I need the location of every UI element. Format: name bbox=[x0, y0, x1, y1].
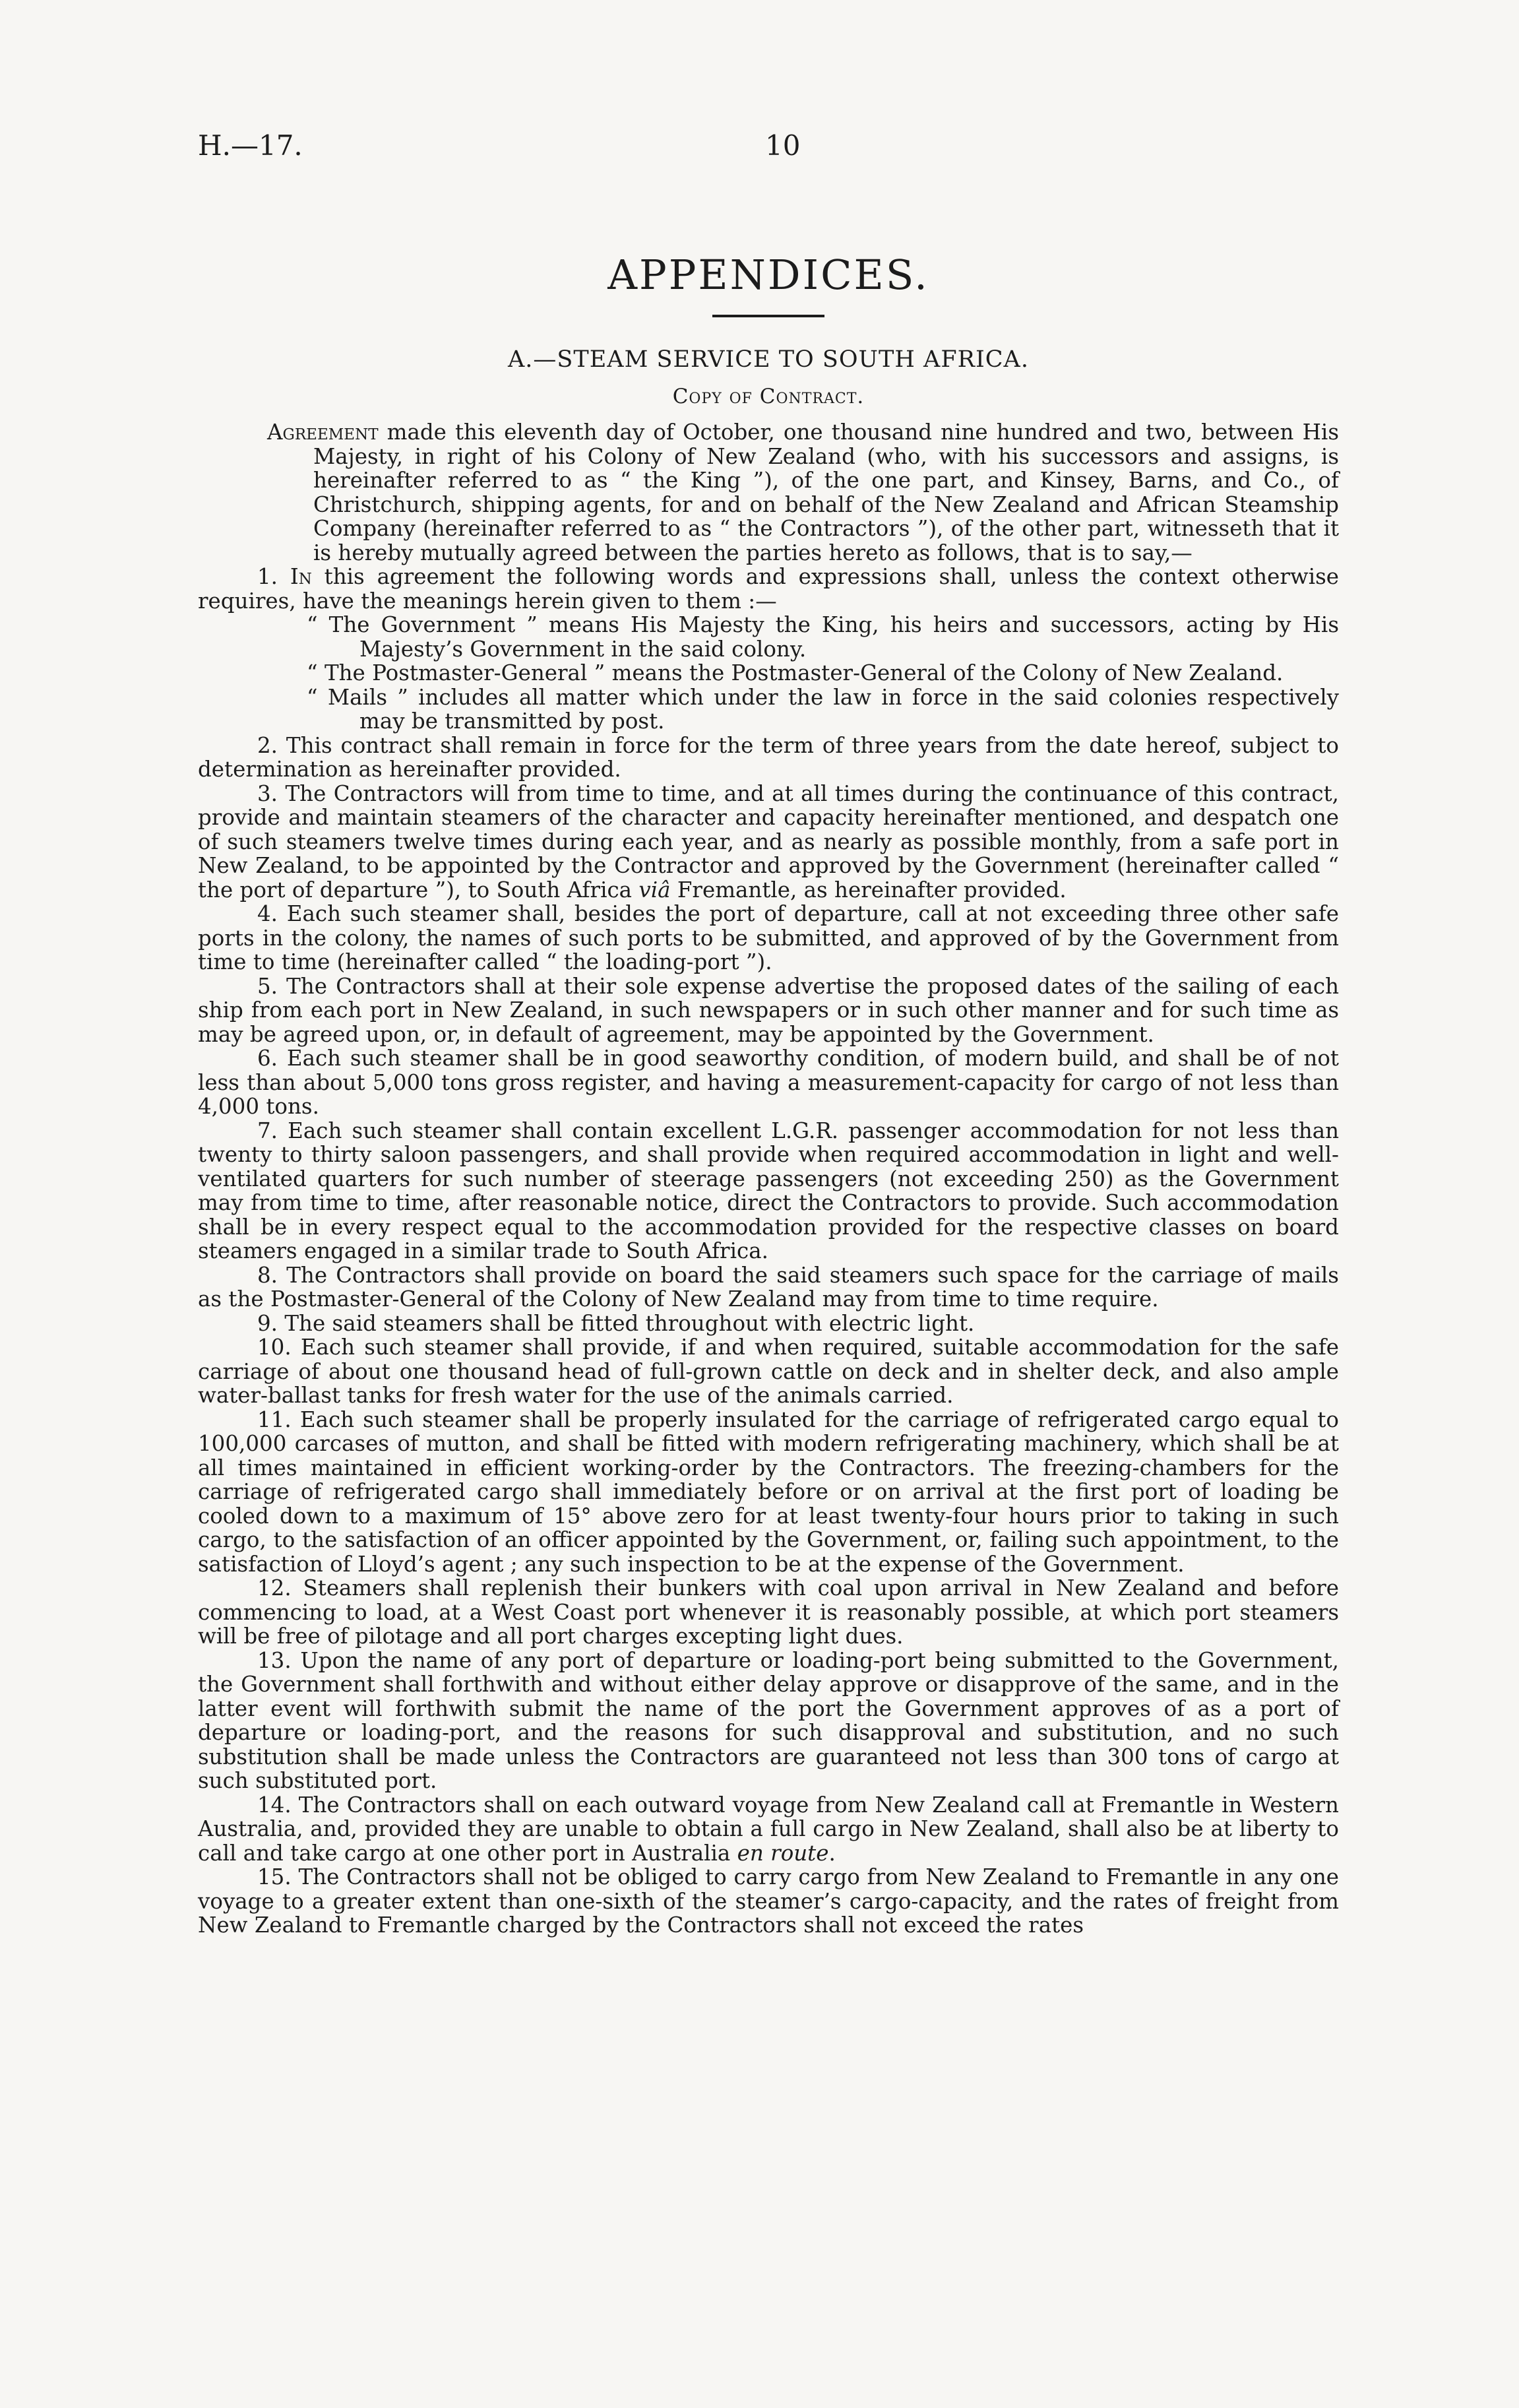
section-title: A.—STEAM SERVICE TO SOUTH AFRICA. bbox=[508, 346, 1029, 373]
page-content bbox=[198, 251, 1339, 1938]
document-reference: H.—17. bbox=[198, 129, 303, 162]
clause-1-number: 1. bbox=[257, 564, 290, 589]
definition-postmaster-general: “ The Postmaster-General ” means the Postmaster-General of the Colony of New Zealand. bbox=[307, 660, 1284, 685]
clause-1-text: this agreement the following words and expressions shall, unless the context otherwise requires, have the meanings herein given to them :— bbox=[198, 564, 1339, 614]
intro-text: made this eleventh day of October, one thousand nine hundred and two, between His Majesty, in right of his Colony of New Zealand (who, with his successors and assigns, is hereinafter referred to as “ the King ”), of the one part, and Kinsey, Barns, and Co., of Christchurch, shipping agents, for and on behalf of the New Zealand and African Steamship Company (hereinafter referred to as “ the Contractors ”), of the other part, witnesseth that it is hereby mutually agreed between the parties hereto as follows, that is to say,— bbox=[313, 420, 1339, 565]
clause-13: 13. Upon the name of any port of departure or loading-port being submitted to the Government, the Government shall forthwith and without either delay approve or disapprove of the same, and in the latter event will forthwith submit the name of the port the Government approves of as a port of departure or loading-port, and the reasons for such disapproval and substitution, and no such substitution shall be made unless the Contractors are guaranteed not less than 300 tons of cargo at such substituted port. bbox=[198, 1647, 1339, 1793]
clause-5: 5. The Contractors shall at their sole expense advertise the proposed dates of the sailing of each ship from each port in New Zealand, in such newspapers or in such other manner and for such time as may be agreed upon, or, in default of agreement, may be appointed by the Government. bbox=[198, 973, 1339, 1047]
clause-12: 12. Steamers shall replenish their bunkers with coal upon arrival in New Zealand and before commencing to load, at a West Coast port whenever it is reasonably possible, at which port steamers will be free of pilotage and all port charges excepting light dues. bbox=[198, 1575, 1339, 1649]
clause-6: 6. Each such steamer shall be in good seaworthy condition, of modern build, and shall be of not less than about 5,000 tons gross register, and having a measurement-capacity for cargo of not less than 4,000 tons. bbox=[198, 1046, 1339, 1119]
clause-14-en-route: en route bbox=[737, 1840, 829, 1866]
clause-3-text: 3. The Contractors will from time to time, and at all times during the continuance of this contract, provide and maintain steamers of the character and capacity hereinafter mentioned, and despatch one of such steamers twelve times during each year, and as nearly as possible monthly, from a safe port in New Zealand, to be appointed by the Contractor and approved by the Government (hereinafter called “ the port of departure ”), to South Africa bbox=[198, 780, 1339, 903]
definition-government: “ The Government ” means His Majesty the King, his heirs and successors, acting by His Majesty’s Government in the said colony. bbox=[307, 612, 1339, 662]
clause-1 bbox=[198, 565, 1339, 613]
page-title: APPENDICES. bbox=[607, 251, 929, 299]
intro-lead: Agreement bbox=[267, 420, 379, 445]
clause-2: 2. This contract shall remain in force for the term of three years from the date hereof, subject to determination as hereinafter provided. bbox=[198, 732, 1339, 782]
clause-3-text-end: Fremantle, as hereinafter provided. bbox=[670, 877, 1067, 903]
page-number: 10 bbox=[765, 129, 801, 162]
clause-14 bbox=[198, 1793, 1339, 1866]
clause-15: 15. The Contractors shall not be obliged to carry cargo from New Zealand to Fremantle in any one voyage to a greater extent than one-sixth of the steamer’s cargo-capacity, and the rates of freight from New Zealand to Fremantle charged by the Contractors shall not exceed the rates bbox=[198, 1864, 1339, 1938]
clause-14-text-end: . bbox=[828, 1840, 836, 1866]
clause-11: 11. Each such steamer shall be properly insulated for the carriage of refrigerated cargo equal to 100,000 carcases of mutton, and shall be fitted with modern refrigerating machinery, which shall be at all times maintained in efficient working-order by the Contractors. The freezing-chambers for the carriage of refrigerated cargo shall immediately before or on arrival at the first port of loading be cooled down to a maximum of 15° above zero for at least twenty-four hours prior to taking in such cargo, to the satisfaction of an officer appointed by the Government, or, failing such appointment, to the satisfaction of Lloyd’s agent ; any such inspection to be at the expense of the Government. bbox=[198, 1407, 1339, 1577]
clause-3 bbox=[198, 782, 1339, 903]
clause-10: 10. Each such steamer shall provide, if and when required, suitable accommodation for the safe carriage of about one thousand head of full-grown cattle on deck and in shelter deck, and also ample water-ballast tanks for fresh water for the use of the animals carried. bbox=[198, 1335, 1339, 1408]
agreement-intro bbox=[198, 420, 1339, 565]
clause-4: 4. Each such steamer shall, besides the port of departure, call at not exceeding three other safe ports in the colony, the names of such ports to be submitted, and approved of by the Government from time to time (hereinafter called “ the loading-port ”). bbox=[198, 901, 1339, 974]
clause-14-text: 14. The Contractors shall on each outward voyage from New Zealand call at Fremantle in Western Australia, and, provided they are unable to obtain a full cargo in New Zealand, shall also be at liberty to call and take cargo at one other port in Australia bbox=[198, 1792, 1339, 1866]
clause-9: 9. The said steamers shall be fitted throughout with electric light. bbox=[257, 1310, 975, 1336]
clause-1-lead: In bbox=[290, 564, 312, 589]
clause-7: 7. Each such steamer shall contain excellent L.G.R. passenger accommodation for not less than twenty to thirty saloon passengers, and shall provide when required accommodation in light and well-ventilated quarters for such number of steerage passengers (not exceeding 250) as the Government may from time to time, after reasonable notice, direct the Contractors to provide. Such accommodation shall be in every respect equal to the accommodation provided for the respective classes on board steamers engaged in a similar trade to South Africa. bbox=[198, 1118, 1339, 1263]
title-rule bbox=[712, 315, 824, 317]
clause-8: 8. The Contractors shall provide on board the said steamers such space for the carriage of mails as the Postmaster-General of the Colony of New Zealand may from time to time require. bbox=[198, 1262, 1339, 1312]
definition-mails: “ Mails ” includes all matter which under the law in force in the said colonies respectively may be transmitted by post. bbox=[307, 684, 1339, 734]
copy-heading: Copy of Contract. bbox=[672, 385, 865, 408]
clause-3-via: viâ bbox=[638, 877, 671, 903]
page-header bbox=[198, 129, 1438, 175]
